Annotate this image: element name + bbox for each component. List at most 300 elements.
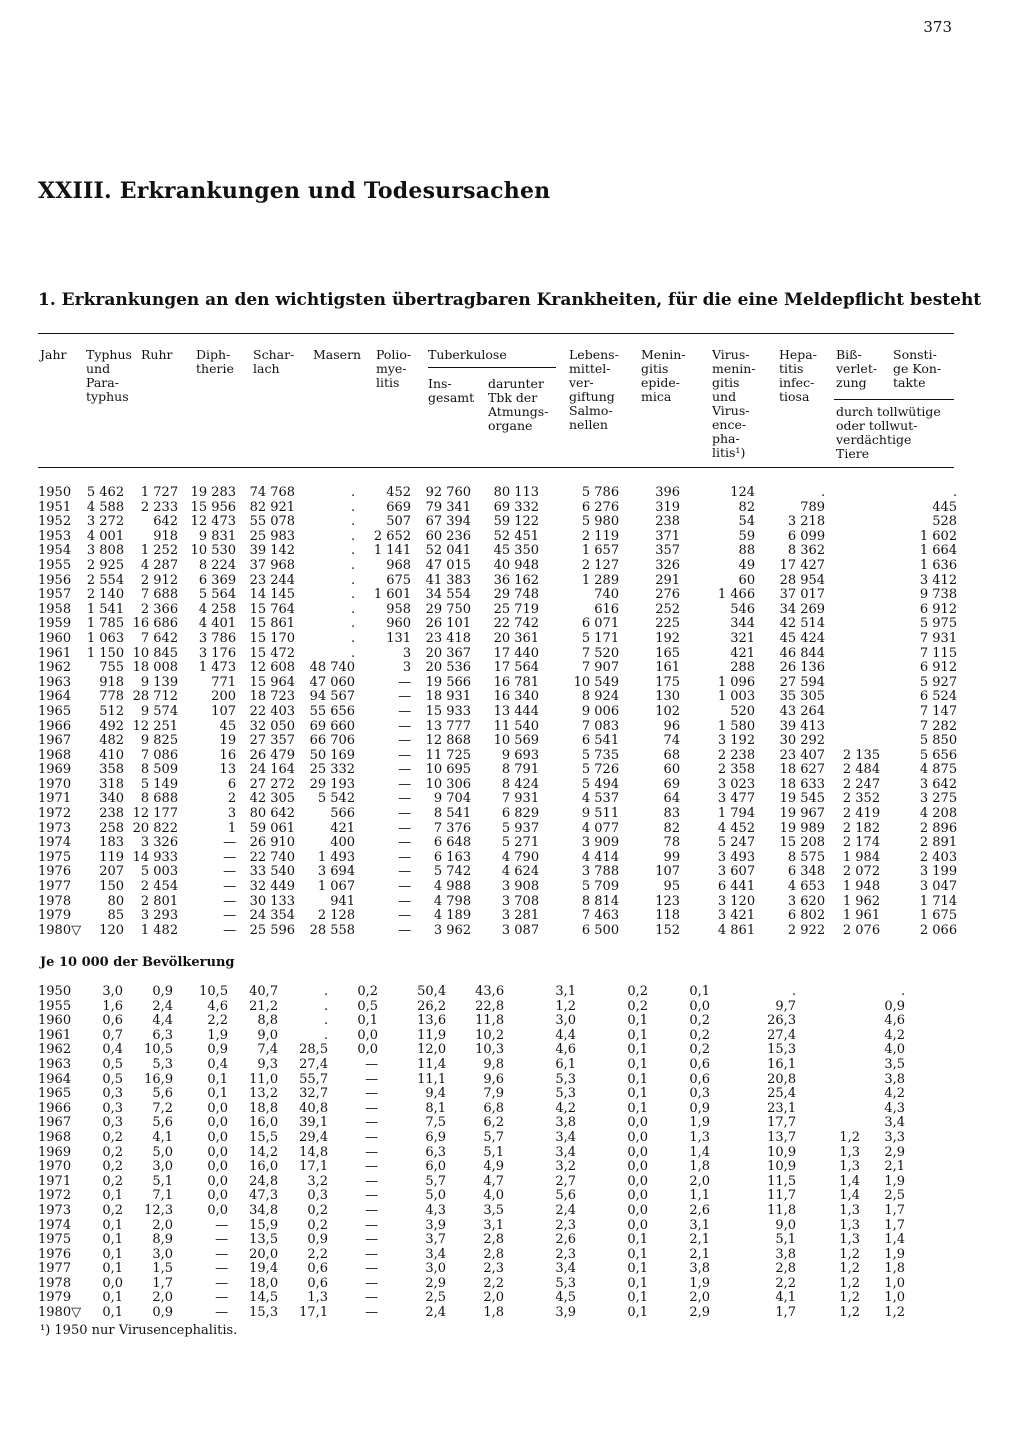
value-cell: . (323, 1027, 329, 1043)
table-row (38, 1029, 905, 1044)
year-cell: 1977 (38, 879, 72, 895)
value-cell: 1,9 (884, 1173, 906, 1189)
value-cell: 18 723 (249, 689, 296, 705)
value-cell: 66 706 (309, 733, 356, 749)
value-cell: — (398, 674, 412, 690)
value-cell: 1 961 (842, 908, 881, 924)
value-cell: 2 419 (842, 806, 881, 822)
value-cell: 9,4 (425, 1086, 447, 1102)
value-cell: 1 141 (373, 543, 412, 559)
value-cell: 5 709 (581, 879, 620, 895)
value-cell: 9,7 (775, 998, 797, 1014)
value-cell: 3 786 (198, 630, 237, 646)
value-cell: 0,5 (357, 998, 379, 1014)
value-cell: — (365, 1217, 379, 1233)
value-cell: 3 (227, 806, 237, 822)
table-row (38, 909, 957, 924)
value-cell: 1,7 (152, 1275, 174, 1291)
value-cell: 25 332 (309, 762, 356, 778)
value-cell: — (365, 1202, 379, 1218)
value-cell: 507 (386, 514, 412, 530)
value-cell: 0,1 (627, 1071, 649, 1087)
value-cell: 7,5 (425, 1115, 447, 1131)
value-cell: 2,0 (152, 1217, 174, 1233)
value-cell: — (223, 849, 237, 865)
relative-subheading: Je 10 000 der Bevölkerung (40, 955, 235, 970)
value-cell: 6 441 (717, 879, 756, 895)
value-cell: 5,1 (152, 1173, 174, 1189)
value-cell: 10,9 (767, 1144, 797, 1160)
value-cell: 2,0 (689, 1173, 711, 1189)
value-cell: 4 861 (717, 922, 756, 938)
value-cell: 3 120 (717, 893, 756, 909)
table-row (38, 924, 957, 939)
value-cell: 0,5 (102, 1071, 124, 1087)
value-cell: 960 (386, 616, 412, 632)
value-cell: 19 566 (425, 674, 472, 690)
value-cell: 130 (655, 689, 681, 705)
value-cell: 0,1 (627, 1056, 649, 1072)
value-cell: . (900, 984, 906, 999)
value-cell: 2,0 (483, 1290, 505, 1306)
table-row (38, 588, 957, 603)
value-cell: 10 695 (425, 762, 472, 778)
table-row (38, 1073, 905, 1088)
value-cell: 6 348 (787, 864, 826, 880)
value-cell: 107 (211, 703, 237, 719)
value-cell: 8 814 (581, 893, 620, 909)
value-cell: 0,1 (627, 1013, 649, 1029)
value-cell: . (350, 557, 356, 573)
value-cell: 771 (211, 674, 237, 690)
year-cell: 1971 (38, 1173, 72, 1189)
value-cell: 60 236 (425, 528, 472, 544)
value-cell: . (350, 514, 356, 530)
value-cell: . (350, 528, 356, 544)
value-cell (796, 1043, 860, 1058)
table-row (38, 1058, 905, 1073)
header-bottom-rule (38, 467, 954, 468)
value-cell: 2,3 (555, 1217, 577, 1233)
value-cell: 20 367 (425, 645, 472, 661)
value-cell: 8 924 (581, 689, 620, 705)
value-cell: 20,0 (249, 1246, 279, 1262)
value-cell: 0,2 (102, 1173, 124, 1189)
value-cell: 2,8 (483, 1232, 505, 1248)
value-cell: 2,5 (884, 1188, 906, 1204)
value-cell: 120 (99, 922, 125, 938)
value-cell: 52 451 (493, 528, 540, 544)
value-cell: 16,1 (767, 1056, 797, 1072)
value-cell: — (223, 893, 237, 909)
value-cell: 0,1 (627, 1305, 649, 1321)
value-cell: 22 740 (249, 849, 296, 865)
value-cell: 1 252 (140, 543, 179, 559)
value-cell: 5 937 (501, 820, 540, 836)
year-cell: 1977 (38, 1261, 72, 1277)
value-cell: 7 147 (919, 703, 958, 719)
value-cell: . (820, 485, 826, 500)
year-cell: 1960 (38, 1013, 72, 1029)
header-hepatitis: Hepa- titis infec- tiosa (779, 347, 817, 404)
value-cell: 29 748 (493, 587, 540, 603)
value-cell: 1,0 (884, 1290, 906, 1306)
year-cell: 1972 (38, 1188, 72, 1204)
value-cell: 512 (99, 703, 125, 719)
value-cell (825, 734, 880, 749)
value-cell: — (365, 1275, 379, 1291)
value-cell: 321 (730, 630, 756, 646)
value-cell: 0,2 (102, 1159, 124, 1175)
value-cell: 6 912 (919, 601, 958, 617)
value-cell: 3,0 (152, 1159, 174, 1175)
value-cell: 3 275 (919, 791, 958, 807)
value-cell: — (398, 893, 412, 909)
value-cell: 1,6 (102, 998, 124, 1014)
header-lebensmittel: Lebens- mittel- ver- giftung Salmo- nellen (569, 347, 619, 432)
value-cell: . (350, 616, 356, 632)
value-cell: 5,1 (483, 1144, 505, 1160)
header-typhus: Typhus und Para- typhus (86, 347, 132, 404)
value-cell: 1 063 (86, 630, 125, 646)
value-cell: 11 540 (493, 718, 540, 734)
value-cell: 6,8 (483, 1100, 505, 1116)
year-cell: 1967 (38, 733, 72, 749)
value-cell: 200 (211, 689, 237, 705)
value-cell: 4,2 (884, 1086, 906, 1102)
value-cell: 94 567 (309, 689, 356, 705)
header-tbk-atmung: darunter Tbk der Atmungs- organe (488, 376, 549, 433)
value-cell (796, 1073, 860, 1088)
value-cell: 19 (219, 733, 237, 749)
value-cell: — (365, 1129, 379, 1145)
value-cell: 9 738 (919, 587, 958, 603)
value-cell: 1,9 (689, 1275, 711, 1291)
year-cell: 1961 (38, 1027, 72, 1043)
year-cell: 1978 (38, 893, 72, 909)
value-cell: 7 642 (140, 630, 179, 646)
value-cell: 5 003 (140, 864, 179, 880)
year-cell: 1971 (38, 791, 72, 807)
value-cell: 7 086 (140, 747, 179, 763)
table-row (38, 1014, 905, 1029)
value-cell: 9,0 (257, 1027, 279, 1043)
value-cell: 3,1 (483, 1217, 505, 1233)
value-cell: — (215, 1275, 229, 1291)
value-cell: 15 764 (249, 601, 296, 617)
value-cell: 4 653 (787, 879, 826, 895)
value-cell: 152 (655, 922, 681, 938)
value-cell: 941 (330, 893, 356, 909)
value-cell: 10 569 (493, 733, 540, 749)
value-cell: 40,8 (299, 1100, 329, 1116)
value-cell: 669 (386, 499, 412, 515)
value-cell: 1 714 (919, 893, 958, 909)
table-row (38, 749, 957, 764)
value-cell: 6 369 (198, 572, 237, 588)
value-cell: 546 (730, 601, 756, 617)
value-cell: . (350, 499, 356, 515)
value-cell: 32 050 (249, 718, 296, 734)
value-cell: 5,0 (425, 1188, 447, 1204)
year-cell: 1965 (38, 1086, 72, 1102)
value-cell: 918 (153, 528, 179, 544)
value-cell: 52 041 (425, 543, 472, 559)
header-sonstige: Sonsti- ge Kon- takte (893, 347, 942, 390)
value-cell: 1,2 (839, 1290, 861, 1306)
value-cell: 47,3 (249, 1188, 279, 1204)
value-cell: 26,2 (417, 998, 447, 1014)
value-cell: 2 128 (317, 908, 356, 924)
value-cell: 102 (655, 703, 681, 719)
value-cell: 6 500 (581, 922, 620, 938)
value-cell: 15,3 (767, 1042, 797, 1058)
value-cell: — (398, 762, 412, 778)
year-cell: 1966 (38, 1100, 72, 1116)
value-cell: 0,1 (627, 1275, 649, 1291)
value-cell: 5 564 (198, 587, 237, 603)
value-cell: 4 875 (919, 762, 958, 778)
value-cell: 0,2 (689, 1013, 711, 1029)
value-cell: 150 (99, 879, 125, 895)
value-cell: 45 350 (493, 543, 540, 559)
value-cell: 68 (663, 747, 681, 763)
table-row (38, 778, 957, 793)
value-cell: 0,2 (689, 1027, 711, 1043)
value-cell: 0,0 (627, 1129, 649, 1145)
value-cell: 2 247 (842, 776, 881, 792)
value-cell: 26 136 (779, 660, 826, 676)
year-cell: 1979 (38, 908, 72, 924)
value-cell: 4 258 (198, 601, 237, 617)
value-cell: 92 760 (425, 485, 472, 500)
table-row (38, 865, 957, 880)
value-cell: 1,9 (689, 1115, 711, 1131)
value-cell: 74 (663, 733, 681, 749)
value-cell: 74 768 (249, 485, 296, 500)
value-cell: 3,5 (483, 1202, 505, 1218)
value-cell: — (398, 718, 412, 734)
value-cell: 520 (730, 703, 756, 719)
value-cell: 42 305 (249, 791, 296, 807)
value-cell: 12 251 (132, 718, 179, 734)
value-cell: 1,0 (884, 1275, 906, 1291)
value-cell: 11,7 (767, 1188, 797, 1204)
value-cell: 11,8 (767, 1202, 797, 1218)
value-cell: 8,1 (425, 1100, 447, 1116)
value-cell: 778 (99, 689, 125, 705)
value-cell: 5 247 (717, 835, 756, 851)
value-cell: 18 627 (779, 762, 826, 778)
value-cell: . (350, 543, 356, 559)
header-diphtherie: Diph- therie (196, 347, 234, 376)
value-cell: — (398, 791, 412, 807)
value-cell: 0,5 (102, 1056, 124, 1072)
value-cell: 3 023 (717, 776, 756, 792)
table-row (38, 720, 957, 735)
value-cell: 3,3 (884, 1129, 906, 1145)
year-cell: 1954 (38, 543, 72, 559)
value-cell: 5,6 (152, 1086, 174, 1102)
value-cell: 2 912 (140, 572, 179, 588)
value-cell: 6 912 (919, 660, 958, 676)
value-cell: 19,4 (249, 1261, 279, 1277)
value-cell: 64 (663, 791, 681, 807)
value-cell: 0,1 (627, 1042, 649, 1058)
value-cell: 19 989 (779, 820, 826, 836)
value-cell: 4 537 (581, 791, 620, 807)
value-cell: 1 675 (919, 908, 958, 924)
value-cell (825, 617, 880, 632)
value-cell: — (398, 703, 412, 719)
value-cell: 3 493 (717, 849, 756, 865)
value-cell: 6 (227, 776, 237, 792)
value-cell: 12 868 (425, 733, 472, 749)
value-cell: 17,7 (767, 1115, 797, 1131)
value-cell: 3,1 (555, 984, 577, 999)
value-cell: 41 383 (425, 572, 472, 588)
value-cell: 3 087 (501, 922, 540, 938)
value-cell: 123 (655, 893, 681, 909)
value-cell (825, 632, 880, 647)
value-cell: 12 608 (249, 660, 296, 676)
header-meningitis: Menin- gitis epide- mica (641, 347, 686, 404)
value-cell: 2 922 (787, 922, 826, 938)
value-cell: 0,2 (357, 984, 379, 999)
value-cell: 5 171 (581, 630, 620, 646)
value-cell: 6,0 (425, 1159, 447, 1175)
value-cell: 2,2 (483, 1275, 505, 1291)
value-cell: 1 601 (373, 587, 412, 603)
value-cell (825, 574, 880, 589)
value-cell: 15,9 (249, 1217, 279, 1233)
value-cell: 968 (386, 557, 412, 573)
value-cell: 3,4 (555, 1144, 577, 1160)
table-row (38, 1175, 905, 1190)
value-cell: 24,8 (249, 1173, 279, 1189)
value-cell: 3 642 (919, 776, 958, 792)
year-cell: 1978 (38, 1275, 72, 1291)
value-cell: 12 177 (132, 806, 179, 822)
value-cell: 0,1 (627, 1246, 649, 1262)
value-cell: 258 (99, 820, 125, 836)
value-cell: 2 925 (86, 557, 125, 573)
year-cell: 1974 (38, 1217, 72, 1233)
value-cell: 9,6 (483, 1071, 505, 1087)
table-row (38, 661, 957, 676)
table-row (38, 1291, 905, 1306)
value-cell: 34,8 (249, 1202, 279, 1218)
value-cell: 22 742 (493, 616, 540, 632)
value-cell: 42 514 (779, 616, 826, 632)
value-cell: 2,8 (775, 1261, 797, 1277)
year-cell: 1962 (38, 660, 72, 676)
value-cell: 2,1 (884, 1159, 906, 1175)
value-cell: 0,0 (357, 1042, 379, 1058)
value-cell: 5 850 (919, 733, 958, 749)
value-cell: 4,0 (884, 1042, 906, 1058)
value-cell: 9 693 (501, 747, 540, 763)
value-cell: 17 427 (779, 557, 826, 573)
year-cell: 1970 (38, 776, 72, 792)
value-cell: 3 326 (140, 835, 179, 851)
value-cell: 15 956 (190, 499, 237, 515)
value-cell: 3,7 (425, 1232, 447, 1248)
table-row (38, 880, 957, 895)
value-cell: 11 725 (425, 747, 472, 763)
value-cell: — (365, 1056, 379, 1072)
value-cell: 7 907 (581, 660, 620, 676)
value-cell: 5 927 (919, 674, 958, 690)
value-cell: 238 (655, 514, 681, 530)
value-cell: 5,7 (483, 1129, 505, 1145)
value-cell: 0,0 (627, 1217, 649, 1233)
value-cell: 4,0 (483, 1188, 505, 1204)
table-row (38, 1233, 905, 1248)
value-cell: 7 520 (581, 645, 620, 661)
value-cell: 0,2 (689, 1042, 711, 1058)
value-cell: 3 293 (140, 908, 179, 924)
value-cell: 5,3 (555, 1275, 577, 1291)
value-cell: 10,2 (475, 1027, 505, 1043)
value-cell: 69 660 (309, 718, 356, 734)
value-cell: 2,1 (689, 1232, 711, 1248)
value-cell: — (365, 1086, 379, 1102)
value-cell: 7 688 (140, 587, 179, 603)
value-cell: 7,1 (152, 1188, 174, 1204)
value-cell: 5 494 (581, 776, 620, 792)
value-cell: 5 542 (317, 791, 356, 807)
value-cell: 3 281 (501, 908, 540, 924)
value-cell: 1,2 (884, 1305, 906, 1321)
table-row (38, 1189, 905, 1204)
value-cell: 7,4 (257, 1042, 279, 1058)
value-cell: 7,9 (483, 1086, 505, 1102)
year-cell: 1975 (38, 849, 72, 865)
value-cell: 755 (99, 660, 125, 676)
value-cell: 3 (402, 660, 412, 676)
value-cell: 492 (99, 718, 125, 734)
value-cell: — (215, 1290, 229, 1306)
value-cell: 1,3 (839, 1232, 861, 1248)
value-cell: — (398, 922, 412, 938)
value-cell: 3 218 (787, 514, 826, 530)
table-row (38, 617, 957, 632)
year-cell: 1973 (38, 820, 72, 836)
year-cell: 1980▽ (38, 922, 82, 938)
value-cell: 3,2 (307, 1173, 329, 1189)
value-cell: — (398, 879, 412, 895)
value-cell: 8,9 (152, 1232, 174, 1248)
value-cell: 9 006 (581, 703, 620, 719)
table-row (38, 1131, 905, 1146)
value-cell: 0,1 (627, 1290, 649, 1306)
year-cell: 1970 (38, 1159, 72, 1175)
value-cell: — (398, 864, 412, 880)
value-cell (825, 544, 880, 559)
year-cell: 1976 (38, 864, 72, 880)
year-cell: 1980▽ (38, 1305, 82, 1321)
value-cell: 5,6 (555, 1188, 577, 1204)
value-cell: 2,5 (425, 1290, 447, 1306)
value-cell: 39,1 (299, 1115, 329, 1131)
value-cell (825, 720, 880, 735)
year-cell: 1951 (38, 499, 72, 515)
value-cell: 15 208 (779, 835, 826, 851)
value-cell: 0,0 (207, 1202, 229, 1218)
value-cell: 26 479 (249, 747, 296, 763)
value-cell: 11,5 (767, 1173, 797, 1189)
